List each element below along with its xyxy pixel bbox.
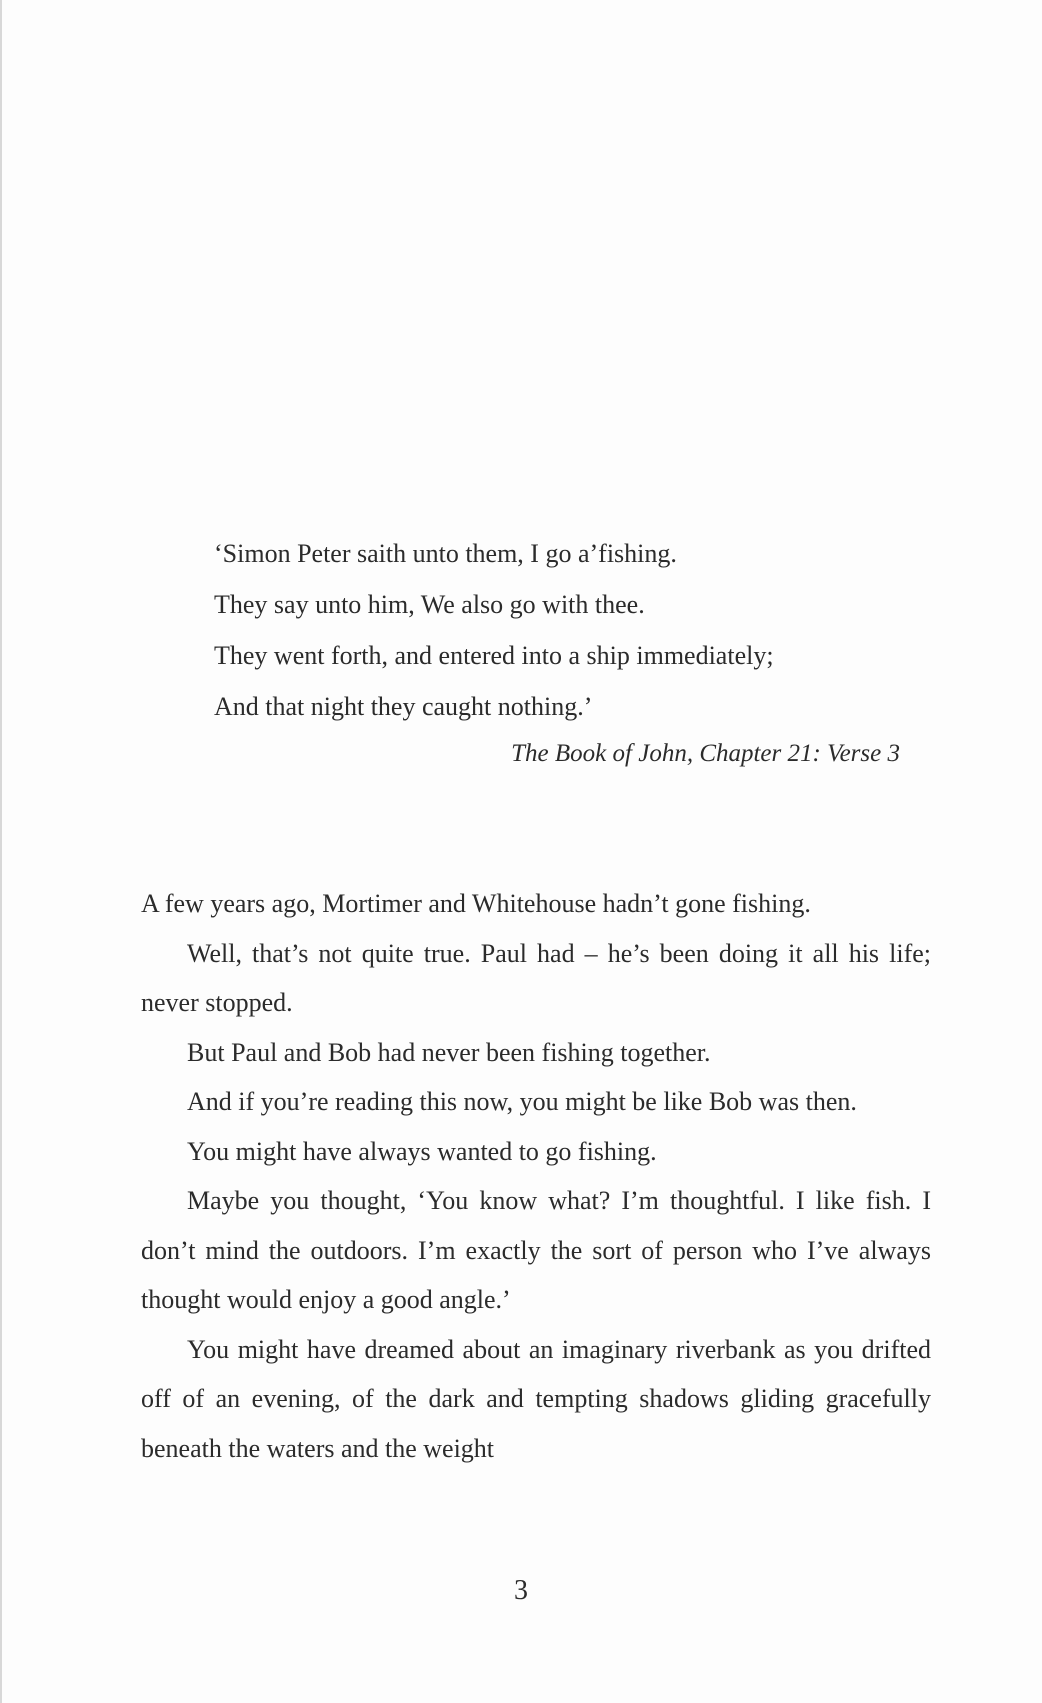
page-edge-shadow <box>0 0 2 1703</box>
epigraph-line: They say unto him, We also go with thee. <box>214 590 645 619</box>
paragraph: Well, that’s not quite true. Paul had – he’s been doing it all his life; never stopped. <box>141 938 931 1017</box>
epigraph-line: They went forth, and entered into a ship immediately; <box>214 641 774 670</box>
epigraph <box>214 528 914 732</box>
body-text <box>141 879 931 1473</box>
paragraph: And if you’re reading this now, you might be like Bob was then. <box>187 1087 857 1116</box>
paragraph: But Paul and Bob had never been fishing together. <box>187 1037 711 1067</box>
page-number: 3 <box>514 1575 528 1606</box>
epigraph-citation: The Book of John, Chapter 21: Verse 3 <box>511 740 900 767</box>
paragraph: Maybe you thought, ‘You know what? I’m thoughtful. I like fish. I don’t mind the outdoors. I’m exactly the sort of person who I’ve always thought would enjoy a good angle.’ <box>141 1186 931 1314</box>
epigraph-line: ‘Simon Peter saith unto them, I go a’fishing. <box>214 539 677 568</box>
epigraph-line: And that night they caught nothing.’ <box>214 692 593 721</box>
paragraph: You might have dreamed about an imaginary riverbank as you drifted off of an evening, of the dark and tempting shadows gliding gracefully beneath the waters and the weight <box>141 1334 931 1463</box>
paragraph: A few years ago, Mortimer and Whitehouse hadn’t gone fishing. <box>141 889 811 918</box>
paragraph: You might have always wanted to go fishing. <box>187 1136 657 1166</box>
